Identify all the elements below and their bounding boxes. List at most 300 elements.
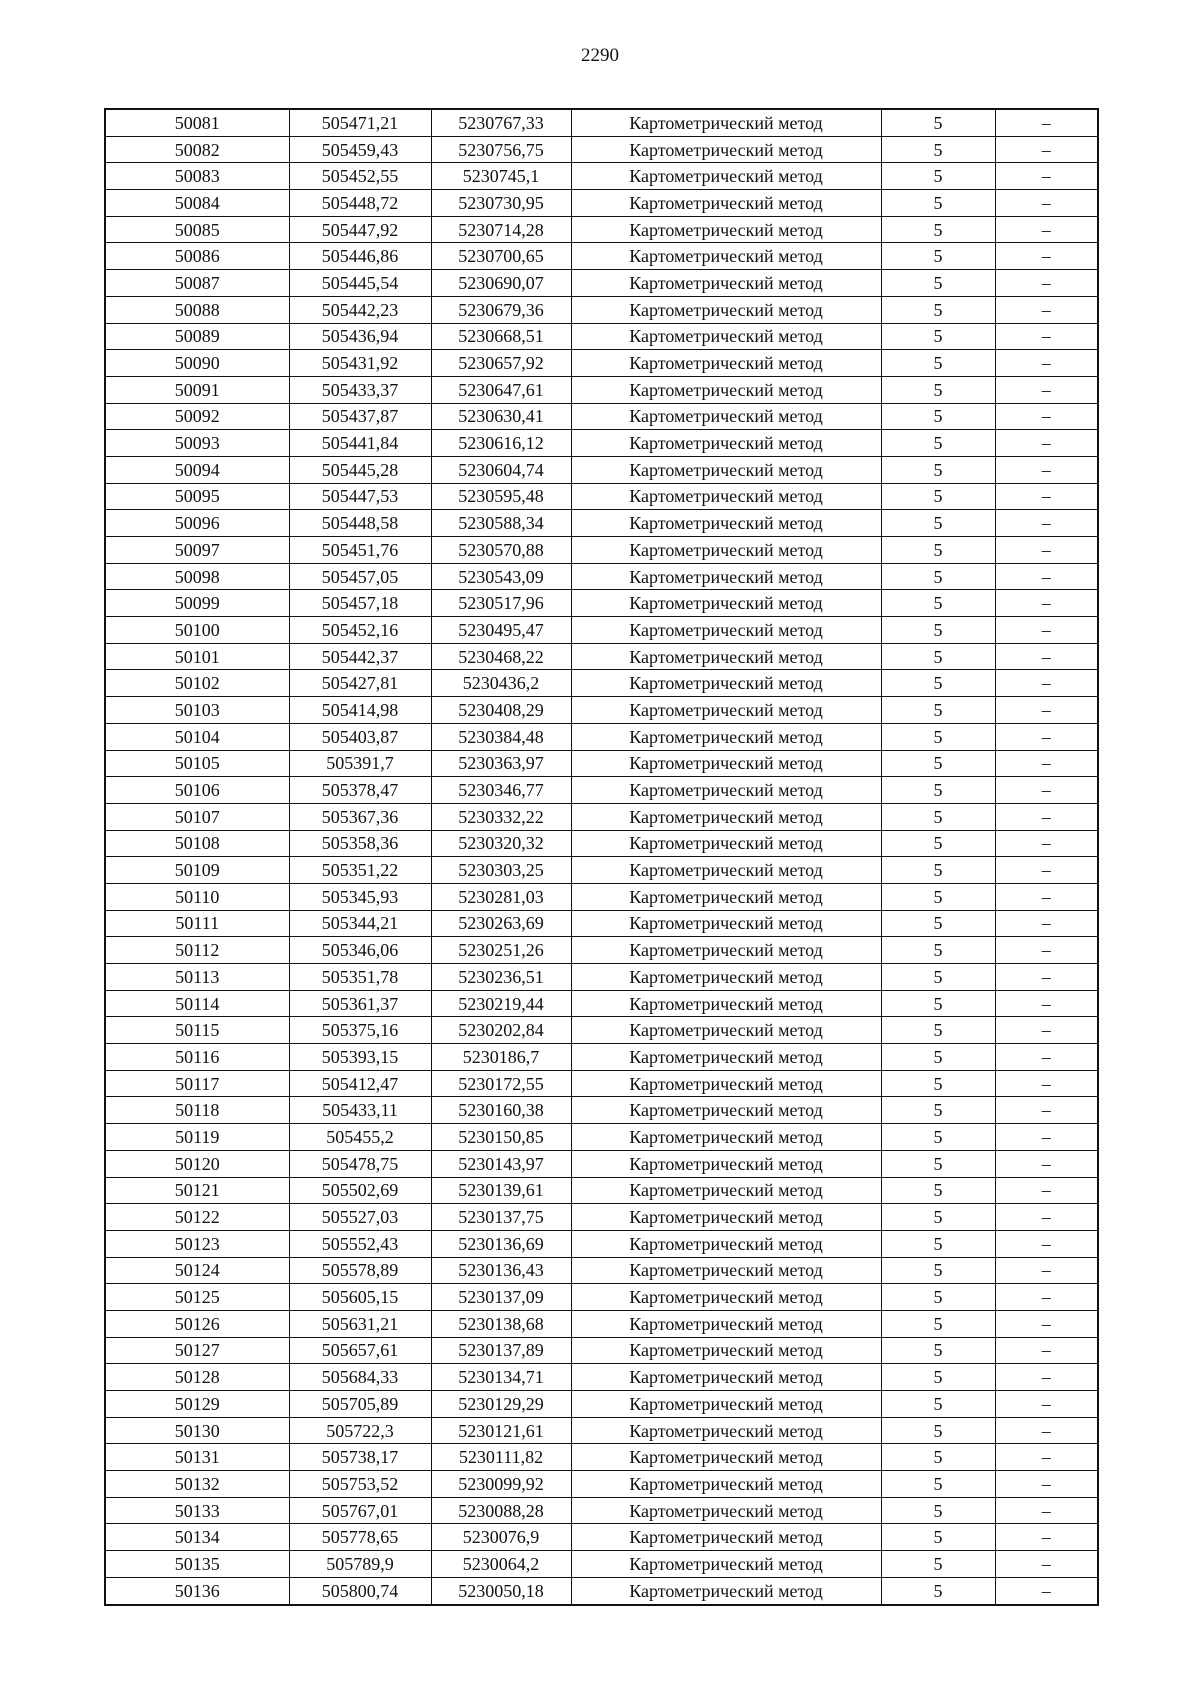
accuracy-cell: 5 [881, 830, 995, 857]
point-number-cell: 50119 [105, 1124, 289, 1151]
x-coordinate-cell: 505605,15 [289, 1284, 431, 1311]
method-cell: Картометрический метод [571, 430, 881, 457]
method-cell: Картометрический метод [571, 803, 881, 830]
method-cell: Картометрический метод [571, 1044, 881, 1071]
x-coordinate-cell: 505448,72 [289, 190, 431, 217]
point-number-cell: 50135 [105, 1551, 289, 1578]
note-cell: – [995, 270, 1098, 297]
method-cell: Картометрический метод [571, 643, 881, 670]
accuracy-cell: 5 [881, 1097, 995, 1124]
point-number-cell: 50097 [105, 537, 289, 564]
method-cell: Картометрический метод [571, 376, 881, 403]
y-coordinate-cell: 5230281,03 [431, 883, 571, 910]
note-cell: – [995, 190, 1098, 217]
y-coordinate-cell: 5230172,55 [431, 1070, 571, 1097]
x-coordinate-cell: 505345,93 [289, 883, 431, 910]
method-cell: Картометрический метод [571, 483, 881, 510]
x-coordinate-cell: 505344,21 [289, 910, 431, 937]
table-row [105, 1177, 1098, 1204]
y-coordinate-cell: 5230320,32 [431, 830, 571, 857]
method-cell: Картометрический метод [571, 109, 881, 136]
y-coordinate-cell: 5230303,25 [431, 857, 571, 884]
table-row [105, 296, 1098, 323]
method-cell: Картометрический метод [571, 697, 881, 724]
note-cell: – [995, 563, 1098, 590]
point-number-cell: 50125 [105, 1284, 289, 1311]
y-coordinate-cell: 5230745,1 [431, 163, 571, 190]
table-row [105, 430, 1098, 457]
x-coordinate-cell: 505351,22 [289, 857, 431, 884]
point-number-cell: 50120 [105, 1150, 289, 1177]
table-row [105, 136, 1098, 163]
method-cell: Картометрический метод [571, 270, 881, 297]
accuracy-cell: 5 [881, 483, 995, 510]
y-coordinate-cell: 5230050,18 [431, 1577, 571, 1604]
table-row [105, 1577, 1098, 1604]
note-cell: – [995, 403, 1098, 430]
table-row [105, 1150, 1098, 1177]
accuracy-cell: 5 [881, 643, 995, 670]
y-coordinate-cell: 5230263,69 [431, 910, 571, 937]
table-row [105, 216, 1098, 243]
point-number-cell: 50106 [105, 777, 289, 804]
table-row [105, 937, 1098, 964]
method-cell: Картометрический метод [571, 1524, 881, 1551]
table-row [105, 1444, 1098, 1471]
accuracy-cell: 5 [881, 1017, 995, 1044]
table-row [105, 723, 1098, 750]
accuracy-cell: 5 [881, 163, 995, 190]
point-number-cell: 50110 [105, 883, 289, 910]
x-coordinate-cell: 505437,87 [289, 403, 431, 430]
method-cell: Картометрический метод [571, 216, 881, 243]
note-cell: – [995, 1097, 1098, 1124]
table-row [105, 1124, 1098, 1151]
accuracy-cell: 5 [881, 883, 995, 910]
x-coordinate-cell: 505684,33 [289, 1364, 431, 1391]
note-cell: – [995, 537, 1098, 564]
y-coordinate-cell: 5230657,92 [431, 350, 571, 377]
y-coordinate-cell: 5230136,43 [431, 1257, 571, 1284]
method-cell: Картометрический метод [571, 1150, 881, 1177]
table-row [105, 563, 1098, 590]
accuracy-cell: 5 [881, 750, 995, 777]
x-coordinate-cell: 505455,2 [289, 1124, 431, 1151]
note-cell: – [995, 1284, 1098, 1311]
point-number-cell: 50124 [105, 1257, 289, 1284]
y-coordinate-cell: 5230647,61 [431, 376, 571, 403]
accuracy-cell: 5 [881, 1310, 995, 1337]
note-cell: – [995, 910, 1098, 937]
point-number-cell: 50108 [105, 830, 289, 857]
accuracy-cell: 5 [881, 964, 995, 991]
note-cell: – [995, 1204, 1098, 1231]
accuracy-cell: 5 [881, 1524, 995, 1551]
y-coordinate-cell: 5230468,22 [431, 643, 571, 670]
point-number-cell: 50134 [105, 1524, 289, 1551]
method-cell: Картометрический метод [571, 857, 881, 884]
table-row [105, 830, 1098, 857]
y-coordinate-cell: 5230088,28 [431, 1497, 571, 1524]
table-row [105, 617, 1098, 644]
note-cell: – [995, 216, 1098, 243]
y-coordinate-cell: 5230129,29 [431, 1391, 571, 1418]
point-number-cell: 50122 [105, 1204, 289, 1231]
note-cell: – [995, 964, 1098, 991]
accuracy-cell: 5 [881, 1150, 995, 1177]
note-cell: – [995, 937, 1098, 964]
y-coordinate-cell: 5230436,2 [431, 670, 571, 697]
note-cell: – [995, 1391, 1098, 1418]
table-row [105, 1044, 1098, 1071]
x-coordinate-cell: 505346,06 [289, 937, 431, 964]
x-coordinate-cell: 505753,52 [289, 1471, 431, 1498]
note-cell: – [995, 1364, 1098, 1391]
note-cell: – [995, 1044, 1098, 1071]
accuracy-cell: 5 [881, 190, 995, 217]
y-coordinate-cell: 5230064,2 [431, 1551, 571, 1578]
table-row [105, 1097, 1098, 1124]
point-number-cell: 50127 [105, 1337, 289, 1364]
y-coordinate-cell: 5230679,36 [431, 296, 571, 323]
note-cell: – [995, 1150, 1098, 1177]
table-row [105, 1364, 1098, 1391]
note-cell: – [995, 1337, 1098, 1364]
y-coordinate-cell: 5230543,09 [431, 563, 571, 590]
accuracy-cell: 5 [881, 1471, 995, 1498]
method-cell: Картометрический метод [571, 1310, 881, 1337]
accuracy-cell: 5 [881, 563, 995, 590]
y-coordinate-cell: 5230186,7 [431, 1044, 571, 1071]
table-row [105, 1230, 1098, 1257]
note-cell: – [995, 1070, 1098, 1097]
method-cell: Картометрический метод [571, 883, 881, 910]
x-coordinate-cell: 505527,03 [289, 1204, 431, 1231]
method-cell: Картометрический метод [571, 296, 881, 323]
accuracy-cell: 5 [881, 1337, 995, 1364]
y-coordinate-cell: 5230690,07 [431, 270, 571, 297]
method-cell: Картометрический метод [571, 990, 881, 1017]
x-coordinate-cell: 505403,87 [289, 723, 431, 750]
method-cell: Картометрический метод [571, 1444, 881, 1471]
y-coordinate-cell: 5230143,97 [431, 1150, 571, 1177]
accuracy-cell: 5 [881, 136, 995, 163]
y-coordinate-cell: 5230134,71 [431, 1364, 571, 1391]
note-cell: – [995, 1524, 1098, 1551]
y-coordinate-cell: 5230160,38 [431, 1097, 571, 1124]
x-coordinate-cell: 505631,21 [289, 1310, 431, 1337]
point-number-cell: 50093 [105, 430, 289, 457]
accuracy-cell: 5 [881, 990, 995, 1017]
point-number-cell: 50091 [105, 376, 289, 403]
x-coordinate-cell: 505367,36 [289, 803, 431, 830]
note-cell: – [995, 617, 1098, 644]
accuracy-cell: 5 [881, 1257, 995, 1284]
table-row [105, 1417, 1098, 1444]
method-cell: Картометрический метод [571, 537, 881, 564]
method-cell: Картометрический метод [571, 723, 881, 750]
x-coordinate-cell: 505448,58 [289, 510, 431, 537]
table-row [105, 483, 1098, 510]
method-cell: Картометрический метод [571, 1337, 881, 1364]
accuracy-cell: 5 [881, 590, 995, 617]
x-coordinate-cell: 505412,47 [289, 1070, 431, 1097]
x-coordinate-cell: 505433,11 [289, 1097, 431, 1124]
point-number-cell: 50081 [105, 109, 289, 136]
y-coordinate-cell: 5230332,22 [431, 803, 571, 830]
note-cell: – [995, 803, 1098, 830]
y-coordinate-cell: 5230219,44 [431, 990, 571, 1017]
x-coordinate-cell: 505657,61 [289, 1337, 431, 1364]
y-coordinate-cell: 5230495,47 [431, 617, 571, 644]
method-cell: Картометрический метод [571, 1364, 881, 1391]
method-cell: Картометрический метод [571, 243, 881, 270]
note-cell: – [995, 590, 1098, 617]
x-coordinate-cell: 505452,55 [289, 163, 431, 190]
accuracy-cell: 5 [881, 456, 995, 483]
y-coordinate-cell: 5230139,61 [431, 1177, 571, 1204]
y-coordinate-cell: 5230136,69 [431, 1230, 571, 1257]
coordinates-table-body [105, 109, 1098, 1605]
accuracy-cell: 5 [881, 1124, 995, 1151]
point-number-cell: 50112 [105, 937, 289, 964]
note-cell: – [995, 1124, 1098, 1151]
x-coordinate-cell: 505502,69 [289, 1177, 431, 1204]
accuracy-cell: 5 [881, 1230, 995, 1257]
table-row [105, 1017, 1098, 1044]
table-row [105, 1070, 1098, 1097]
accuracy-cell: 5 [881, 1497, 995, 1524]
accuracy-cell: 5 [881, 617, 995, 644]
table-row [105, 1204, 1098, 1231]
point-number-cell: 50117 [105, 1070, 289, 1097]
x-coordinate-cell: 505414,98 [289, 697, 431, 724]
method-cell: Картометрический метод [571, 1391, 881, 1418]
table-row [105, 883, 1098, 910]
table-row [105, 670, 1098, 697]
point-number-cell: 50130 [105, 1417, 289, 1444]
method-cell: Картометрический метод [571, 590, 881, 617]
point-number-cell: 50111 [105, 910, 289, 937]
table-row [105, 190, 1098, 217]
accuracy-cell: 5 [881, 857, 995, 884]
note-cell: – [995, 323, 1098, 350]
point-number-cell: 50082 [105, 136, 289, 163]
table-row [105, 1257, 1098, 1284]
note-cell: – [995, 857, 1098, 884]
note-cell: – [995, 723, 1098, 750]
y-coordinate-cell: 5230595,48 [431, 483, 571, 510]
y-coordinate-cell: 5230138,68 [431, 1310, 571, 1337]
point-number-cell: 50105 [105, 750, 289, 777]
x-coordinate-cell: 505459,43 [289, 136, 431, 163]
y-coordinate-cell: 5230137,75 [431, 1204, 571, 1231]
y-coordinate-cell: 5230384,48 [431, 723, 571, 750]
x-coordinate-cell: 505800,74 [289, 1577, 431, 1604]
point-number-cell: 50094 [105, 456, 289, 483]
point-number-cell: 50107 [105, 803, 289, 830]
x-coordinate-cell: 505351,78 [289, 964, 431, 991]
accuracy-cell: 5 [881, 670, 995, 697]
accuracy-cell: 5 [881, 537, 995, 564]
accuracy-cell: 5 [881, 910, 995, 937]
table-row [105, 1471, 1098, 1498]
accuracy-cell: 5 [881, 777, 995, 804]
method-cell: Картометрический метод [571, 1497, 881, 1524]
table-row [105, 1337, 1098, 1364]
method-cell: Картометрический метод [571, 750, 881, 777]
x-coordinate-cell: 505441,84 [289, 430, 431, 457]
note-cell: – [995, 430, 1098, 457]
note-cell: – [995, 376, 1098, 403]
accuracy-cell: 5 [881, 1204, 995, 1231]
table-row [105, 109, 1098, 136]
x-coordinate-cell: 505445,54 [289, 270, 431, 297]
point-number-cell: 50118 [105, 1097, 289, 1124]
x-coordinate-cell: 505451,76 [289, 537, 431, 564]
x-coordinate-cell: 505447,92 [289, 216, 431, 243]
accuracy-cell: 5 [881, 1284, 995, 1311]
table-row [105, 376, 1098, 403]
note-cell: – [995, 883, 1098, 910]
note-cell: – [995, 163, 1098, 190]
method-cell: Картометрический метод [571, 1551, 881, 1578]
accuracy-cell: 5 [881, 1417, 995, 1444]
x-coordinate-cell: 505452,16 [289, 617, 431, 644]
y-coordinate-cell: 5230756,75 [431, 136, 571, 163]
y-coordinate-cell: 5230714,28 [431, 216, 571, 243]
accuracy-cell: 5 [881, 510, 995, 537]
y-coordinate-cell: 5230616,12 [431, 430, 571, 457]
table-row [105, 350, 1098, 377]
x-coordinate-cell: 505738,17 [289, 1444, 431, 1471]
table-row [105, 643, 1098, 670]
x-coordinate-cell: 505722,3 [289, 1417, 431, 1444]
x-coordinate-cell: 505442,37 [289, 643, 431, 670]
note-cell: – [995, 1017, 1098, 1044]
method-cell: Картометрический метод [571, 617, 881, 644]
method-cell: Картометрический метод [571, 1070, 881, 1097]
accuracy-cell: 5 [881, 403, 995, 430]
method-cell: Картометрический метод [571, 937, 881, 964]
x-coordinate-cell: 505552,43 [289, 1230, 431, 1257]
y-coordinate-cell: 5230111,82 [431, 1444, 571, 1471]
table-row [105, 910, 1098, 937]
accuracy-cell: 5 [881, 216, 995, 243]
accuracy-cell: 5 [881, 243, 995, 270]
accuracy-cell: 5 [881, 1070, 995, 1097]
point-number-cell: 50103 [105, 697, 289, 724]
point-number-cell: 50102 [105, 670, 289, 697]
note-cell: – [995, 296, 1098, 323]
x-coordinate-cell: 505436,94 [289, 323, 431, 350]
y-coordinate-cell: 5230121,61 [431, 1417, 571, 1444]
table-row [105, 163, 1098, 190]
x-coordinate-cell: 505445,28 [289, 456, 431, 483]
x-coordinate-cell: 505457,18 [289, 590, 431, 617]
note-cell: – [995, 243, 1098, 270]
accuracy-cell: 5 [881, 723, 995, 750]
method-cell: Картометрический метод [571, 964, 881, 991]
point-number-cell: 50089 [105, 323, 289, 350]
y-coordinate-cell: 5230251,26 [431, 937, 571, 964]
y-coordinate-cell: 5230363,97 [431, 750, 571, 777]
note-cell: – [995, 1417, 1098, 1444]
table-row [105, 857, 1098, 884]
x-coordinate-cell: 505393,15 [289, 1044, 431, 1071]
note-cell: – [995, 670, 1098, 697]
x-coordinate-cell: 505427,81 [289, 670, 431, 697]
x-coordinate-cell: 505361,37 [289, 990, 431, 1017]
note-cell: – [995, 1471, 1098, 1498]
accuracy-cell: 5 [881, 350, 995, 377]
table-row [105, 1497, 1098, 1524]
method-cell: Картометрический метод [571, 1284, 881, 1311]
method-cell: Картометрический метод [571, 1577, 881, 1604]
method-cell: Картометрический метод [571, 510, 881, 537]
x-coordinate-cell: 505478,75 [289, 1150, 431, 1177]
note-cell: – [995, 1577, 1098, 1604]
y-coordinate-cell: 5230730,95 [431, 190, 571, 217]
point-number-cell: 50100 [105, 617, 289, 644]
x-coordinate-cell: 505457,05 [289, 563, 431, 590]
note-cell: – [995, 697, 1098, 724]
table-row [105, 697, 1098, 724]
note-cell: – [995, 1177, 1098, 1204]
point-number-cell: 50131 [105, 1444, 289, 1471]
note-cell: – [995, 830, 1098, 857]
y-coordinate-cell: 5230570,88 [431, 537, 571, 564]
table-row [105, 456, 1098, 483]
x-coordinate-cell: 505789,9 [289, 1551, 431, 1578]
point-number-cell: 50101 [105, 643, 289, 670]
method-cell: Картометрический метод [571, 403, 881, 430]
table-row [105, 1284, 1098, 1311]
table-row [105, 403, 1098, 430]
method-cell: Картометрический метод [571, 1204, 881, 1231]
y-coordinate-cell: 5230076,9 [431, 1524, 571, 1551]
x-coordinate-cell: 505378,47 [289, 777, 431, 804]
method-cell: Картометрический метод [571, 1124, 881, 1151]
note-cell: – [995, 350, 1098, 377]
x-coordinate-cell: 505446,86 [289, 243, 431, 270]
y-coordinate-cell: 5230700,65 [431, 243, 571, 270]
accuracy-cell: 5 [881, 1044, 995, 1071]
note-cell: – [995, 1444, 1098, 1471]
method-cell: Картометрический метод [571, 670, 881, 697]
accuracy-cell: 5 [881, 1577, 995, 1604]
y-coordinate-cell: 5230668,51 [431, 323, 571, 350]
point-number-cell: 50133 [105, 1497, 289, 1524]
note-cell: – [995, 777, 1098, 804]
y-coordinate-cell: 5230137,89 [431, 1337, 571, 1364]
y-coordinate-cell: 5230408,29 [431, 697, 571, 724]
note-cell: – [995, 1551, 1098, 1578]
table-row [105, 537, 1098, 564]
accuracy-cell: 5 [881, 323, 995, 350]
y-coordinate-cell: 5230630,41 [431, 403, 571, 430]
table-row [105, 590, 1098, 617]
point-number-cell: 50087 [105, 270, 289, 297]
point-number-cell: 50090 [105, 350, 289, 377]
method-cell: Картометрический метод [571, 1417, 881, 1444]
x-coordinate-cell: 505358,36 [289, 830, 431, 857]
note-cell: – [995, 510, 1098, 537]
point-number-cell: 50088 [105, 296, 289, 323]
point-number-cell: 50128 [105, 1364, 289, 1391]
method-cell: Картометрический метод [571, 1230, 881, 1257]
method-cell: Картометрический метод [571, 136, 881, 163]
